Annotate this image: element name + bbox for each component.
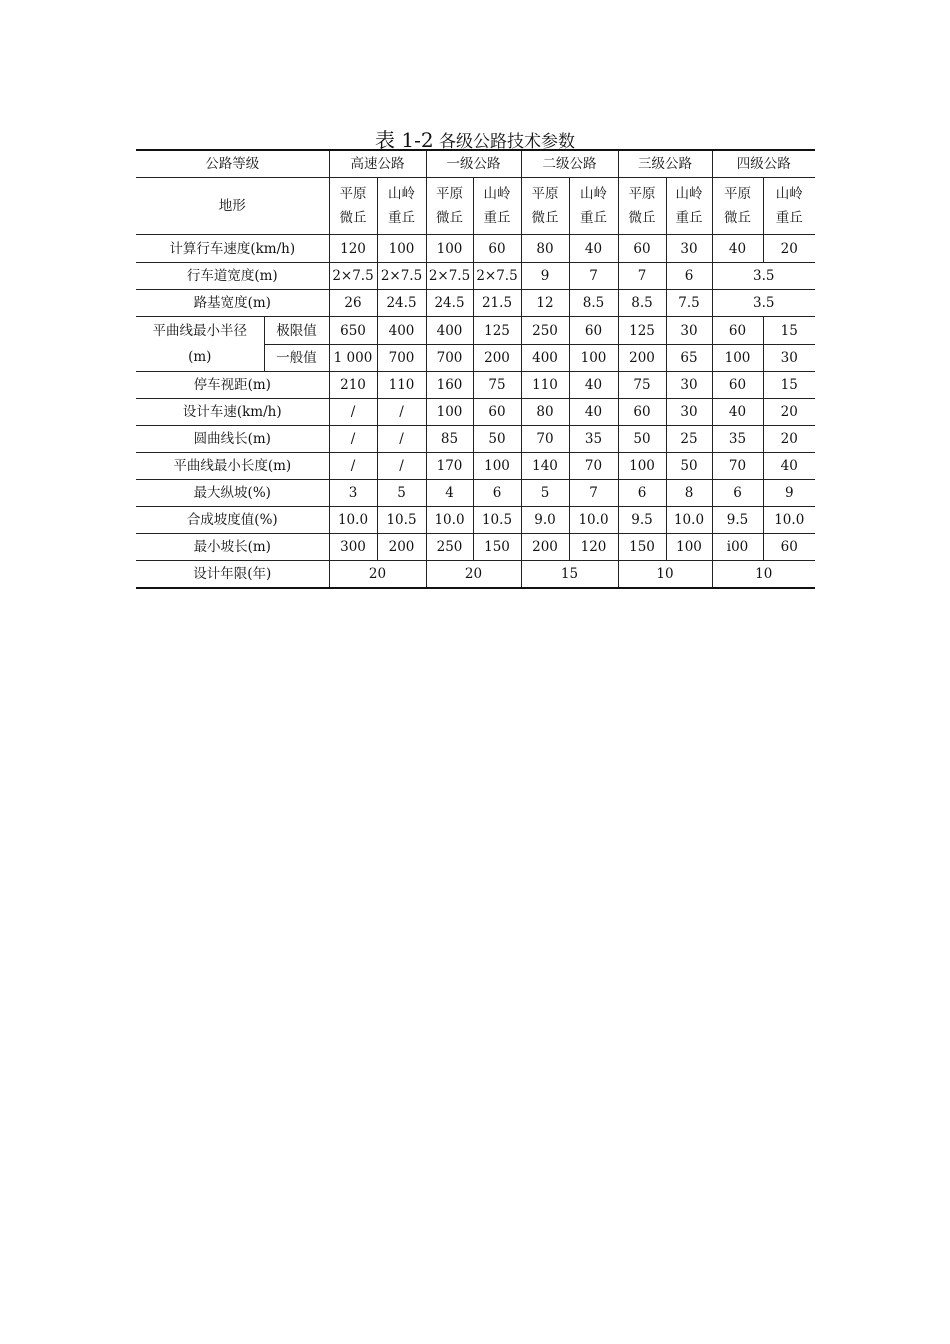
grade-fourth-class: 四级公路	[712, 150, 815, 178]
table-row	[136, 399, 815, 426]
table-cell: 8.5	[618, 290, 666, 317]
table-cell-merged: 20	[426, 561, 521, 589]
table-row	[136, 561, 815, 589]
table-cell: 6	[666, 263, 712, 290]
table-cell: 200	[377, 534, 426, 561]
table-cell-merged: 10	[618, 561, 712, 589]
table-cell: 160	[426, 372, 473, 399]
table-cell: 24.5	[377, 290, 426, 317]
table-cell: 125	[473, 317, 521, 345]
terrain-label: 地形	[136, 178, 329, 235]
table-row	[136, 453, 815, 480]
table-cell: 210	[329, 372, 377, 399]
table-cell: 6	[473, 480, 521, 507]
table-row	[136, 290, 815, 317]
table-cell: 50	[473, 426, 521, 453]
table-cell: 100	[618, 453, 666, 480]
table-cell: 25	[666, 426, 712, 453]
table-cell: 7.5	[666, 290, 712, 317]
table-cell: 100	[569, 345, 618, 372]
terrain-plain: 平原 微丘	[329, 178, 377, 235]
table-cell: 20	[763, 399, 815, 426]
table-cell: 100	[426, 399, 473, 426]
row-label: 圆曲线长(m)	[136, 426, 329, 453]
row-label: 停车视距(m)	[136, 372, 329, 399]
table-cell: 60	[712, 372, 763, 399]
row-label: 设计车速(km/h)	[136, 399, 329, 426]
table-cell: 75	[618, 372, 666, 399]
table-cell: 20	[763, 426, 815, 453]
table-cell: 9	[763, 480, 815, 507]
table-cell: 6	[712, 480, 763, 507]
terrain-mountain: 山岭 重丘	[377, 178, 426, 235]
table-cell: 250	[426, 534, 473, 561]
table-cell: 1 000	[329, 345, 377, 372]
table-cell: 10.5	[377, 507, 426, 534]
table-cell: 30	[763, 345, 815, 372]
table-cell: 400	[521, 345, 569, 372]
table-cell: 60	[569, 317, 618, 345]
table-cell-merged: 3.5	[712, 290, 815, 317]
table-cell: 15	[763, 317, 815, 345]
table-cell: 400	[426, 317, 473, 345]
grade-third-class: 三级公路	[618, 150, 712, 178]
table-cell: 9.5	[712, 507, 763, 534]
table-cell: 40	[569, 399, 618, 426]
table-cell: 100	[473, 453, 521, 480]
table-cell: 700	[377, 345, 426, 372]
table-row	[136, 317, 815, 345]
table-cell: 110	[377, 372, 426, 399]
grade-expressway: 高速公路	[329, 150, 426, 178]
table-number: 表 1-2	[375, 128, 434, 152]
table-cell: 250	[521, 317, 569, 345]
table-cell: /	[329, 426, 377, 453]
table-cell: 35	[712, 426, 763, 453]
table-cell: 70	[521, 426, 569, 453]
table-cell: 21.5	[473, 290, 521, 317]
table-cell: 80	[521, 399, 569, 426]
table-cell: 300	[329, 534, 377, 561]
table-cell: 100	[712, 345, 763, 372]
table-cell: 7	[569, 480, 618, 507]
table-cell: 10.5	[473, 507, 521, 534]
table-cell: 9.5	[618, 507, 666, 534]
table-cell: /	[377, 399, 426, 426]
table-cell: 40	[712, 399, 763, 426]
grade-second-class: 二级公路	[521, 150, 618, 178]
table-cell: 8	[666, 480, 712, 507]
table-cell: 200	[473, 345, 521, 372]
table-cell: 10.0	[426, 507, 473, 534]
table-cell: 140	[521, 453, 569, 480]
row-label: 设计年限(年)	[136, 561, 329, 589]
table-cell: 200	[618, 345, 666, 372]
table-cell: 7	[569, 263, 618, 290]
row-label: 平曲线最小长度(m)	[136, 453, 329, 480]
row-label: 行车道宽度(m)	[136, 263, 329, 290]
table-cell: 10.0	[666, 507, 712, 534]
sub-label-general: 一般值	[264, 345, 329, 372]
terrain-mountain: 山岭 重丘	[569, 178, 618, 235]
table-cell: 2×7.5	[329, 263, 377, 290]
terrain-plain: 平原 微丘	[426, 178, 473, 235]
table-cell: 30	[666, 235, 712, 263]
table-cell: 60	[763, 534, 815, 561]
table-cell: /	[377, 426, 426, 453]
table-cell: 26	[329, 290, 377, 317]
table-cell-merged: 15	[521, 561, 618, 589]
table-cell: 6	[618, 480, 666, 507]
table-cell: 2×7.5	[426, 263, 473, 290]
table-cell: 80	[521, 235, 569, 263]
sub-label-limit: 极限值	[264, 317, 329, 345]
table-cell: 125	[618, 317, 666, 345]
table-cell: 110	[521, 372, 569, 399]
table-cell: 10.0	[569, 507, 618, 534]
terrain-row	[136, 178, 815, 235]
table-cell-merged: 3.5	[712, 263, 815, 290]
table-cell: i00	[712, 534, 763, 561]
table-cell: 20	[763, 235, 815, 263]
table-cell: /	[377, 453, 426, 480]
table-cell: 24.5	[426, 290, 473, 317]
table-cell: 65	[666, 345, 712, 372]
table-cell: 700	[426, 345, 473, 372]
table-cell: 3	[329, 480, 377, 507]
table-cell: 60	[473, 235, 521, 263]
table-cell: 100	[377, 235, 426, 263]
table-cell: 10.0	[763, 507, 815, 534]
table-row	[136, 235, 815, 263]
table-cell-merged: 10	[712, 561, 815, 589]
table-cell: 75	[473, 372, 521, 399]
row-label: 最大纵坡(%)	[136, 480, 329, 507]
table-cell: 9.0	[521, 507, 569, 534]
table-cell: 5	[521, 480, 569, 507]
row-label-min-radius: 平曲线最小半径 (m)	[136, 317, 264, 372]
table-cell: 150	[618, 534, 666, 561]
table-cell: 40	[569, 235, 618, 263]
table-cell: 15	[763, 372, 815, 399]
table-cell: 30	[666, 372, 712, 399]
table-cell: 12	[521, 290, 569, 317]
table-cell: 100	[666, 534, 712, 561]
table-cell: /	[329, 399, 377, 426]
grade-label: 公路等级	[136, 150, 329, 178]
table-row	[136, 372, 815, 399]
table-cell: 4	[426, 480, 473, 507]
table-row	[136, 480, 815, 507]
table-cell: 30	[666, 399, 712, 426]
table-cell: 60	[712, 317, 763, 345]
table-cell: 40	[763, 453, 815, 480]
table-cell: 50	[618, 426, 666, 453]
terrain-mountain: 山岭 重丘	[473, 178, 521, 235]
table-cell: 100	[426, 235, 473, 263]
table-cell: 5	[377, 480, 426, 507]
table-cell: 60	[618, 399, 666, 426]
table-cell-merged: 20	[329, 561, 426, 589]
table-row	[136, 263, 815, 290]
table-cell: 2×7.5	[473, 263, 521, 290]
table-cell: 120	[329, 235, 377, 263]
table-row	[136, 507, 815, 534]
table-cell: 85	[426, 426, 473, 453]
row-label: 路基宽度(m)	[136, 290, 329, 317]
table-caption: 各级公路技术参数	[438, 132, 575, 152]
table-cell: 35	[569, 426, 618, 453]
row-label: 计算行车速度(km/h)	[136, 235, 329, 263]
grade-first-class: 一级公路	[426, 150, 521, 178]
table-cell: 70	[569, 453, 618, 480]
grade-header-row	[136, 150, 815, 178]
table-cell: 40	[712, 235, 763, 263]
table-cell: 650	[329, 317, 377, 345]
table-cell: 120	[569, 534, 618, 561]
table-cell: 8.5	[569, 290, 618, 317]
table-cell: 50	[666, 453, 712, 480]
table-row	[136, 426, 815, 453]
table-cell: 150	[473, 534, 521, 561]
highway-parameters-table	[136, 149, 815, 589]
table-cell: /	[329, 453, 377, 480]
table-cell: 170	[426, 453, 473, 480]
terrain-plain: 平原 微丘	[618, 178, 666, 235]
table-cell: 60	[473, 399, 521, 426]
table-cell: 70	[712, 453, 763, 480]
table-cell: 200	[521, 534, 569, 561]
table-cell: 7	[618, 263, 666, 290]
table-cell: 10.0	[329, 507, 377, 534]
terrain-plain: 平原 微丘	[712, 178, 763, 235]
table-row	[136, 534, 815, 561]
row-label: 合成坡度值(%)	[136, 507, 329, 534]
table-cell: 30	[666, 317, 712, 345]
table-cell: 9	[521, 263, 569, 290]
table-cell: 400	[377, 317, 426, 345]
terrain-plain: 平原 微丘	[521, 178, 569, 235]
terrain-mountain: 山岭 重丘	[763, 178, 815, 235]
table-cell: 2×7.5	[377, 263, 426, 290]
terrain-mountain: 山岭 重丘	[666, 178, 712, 235]
table-cell: 60	[618, 235, 666, 263]
table-cell: 40	[569, 372, 618, 399]
row-label: 最小坡长(m)	[136, 534, 329, 561]
